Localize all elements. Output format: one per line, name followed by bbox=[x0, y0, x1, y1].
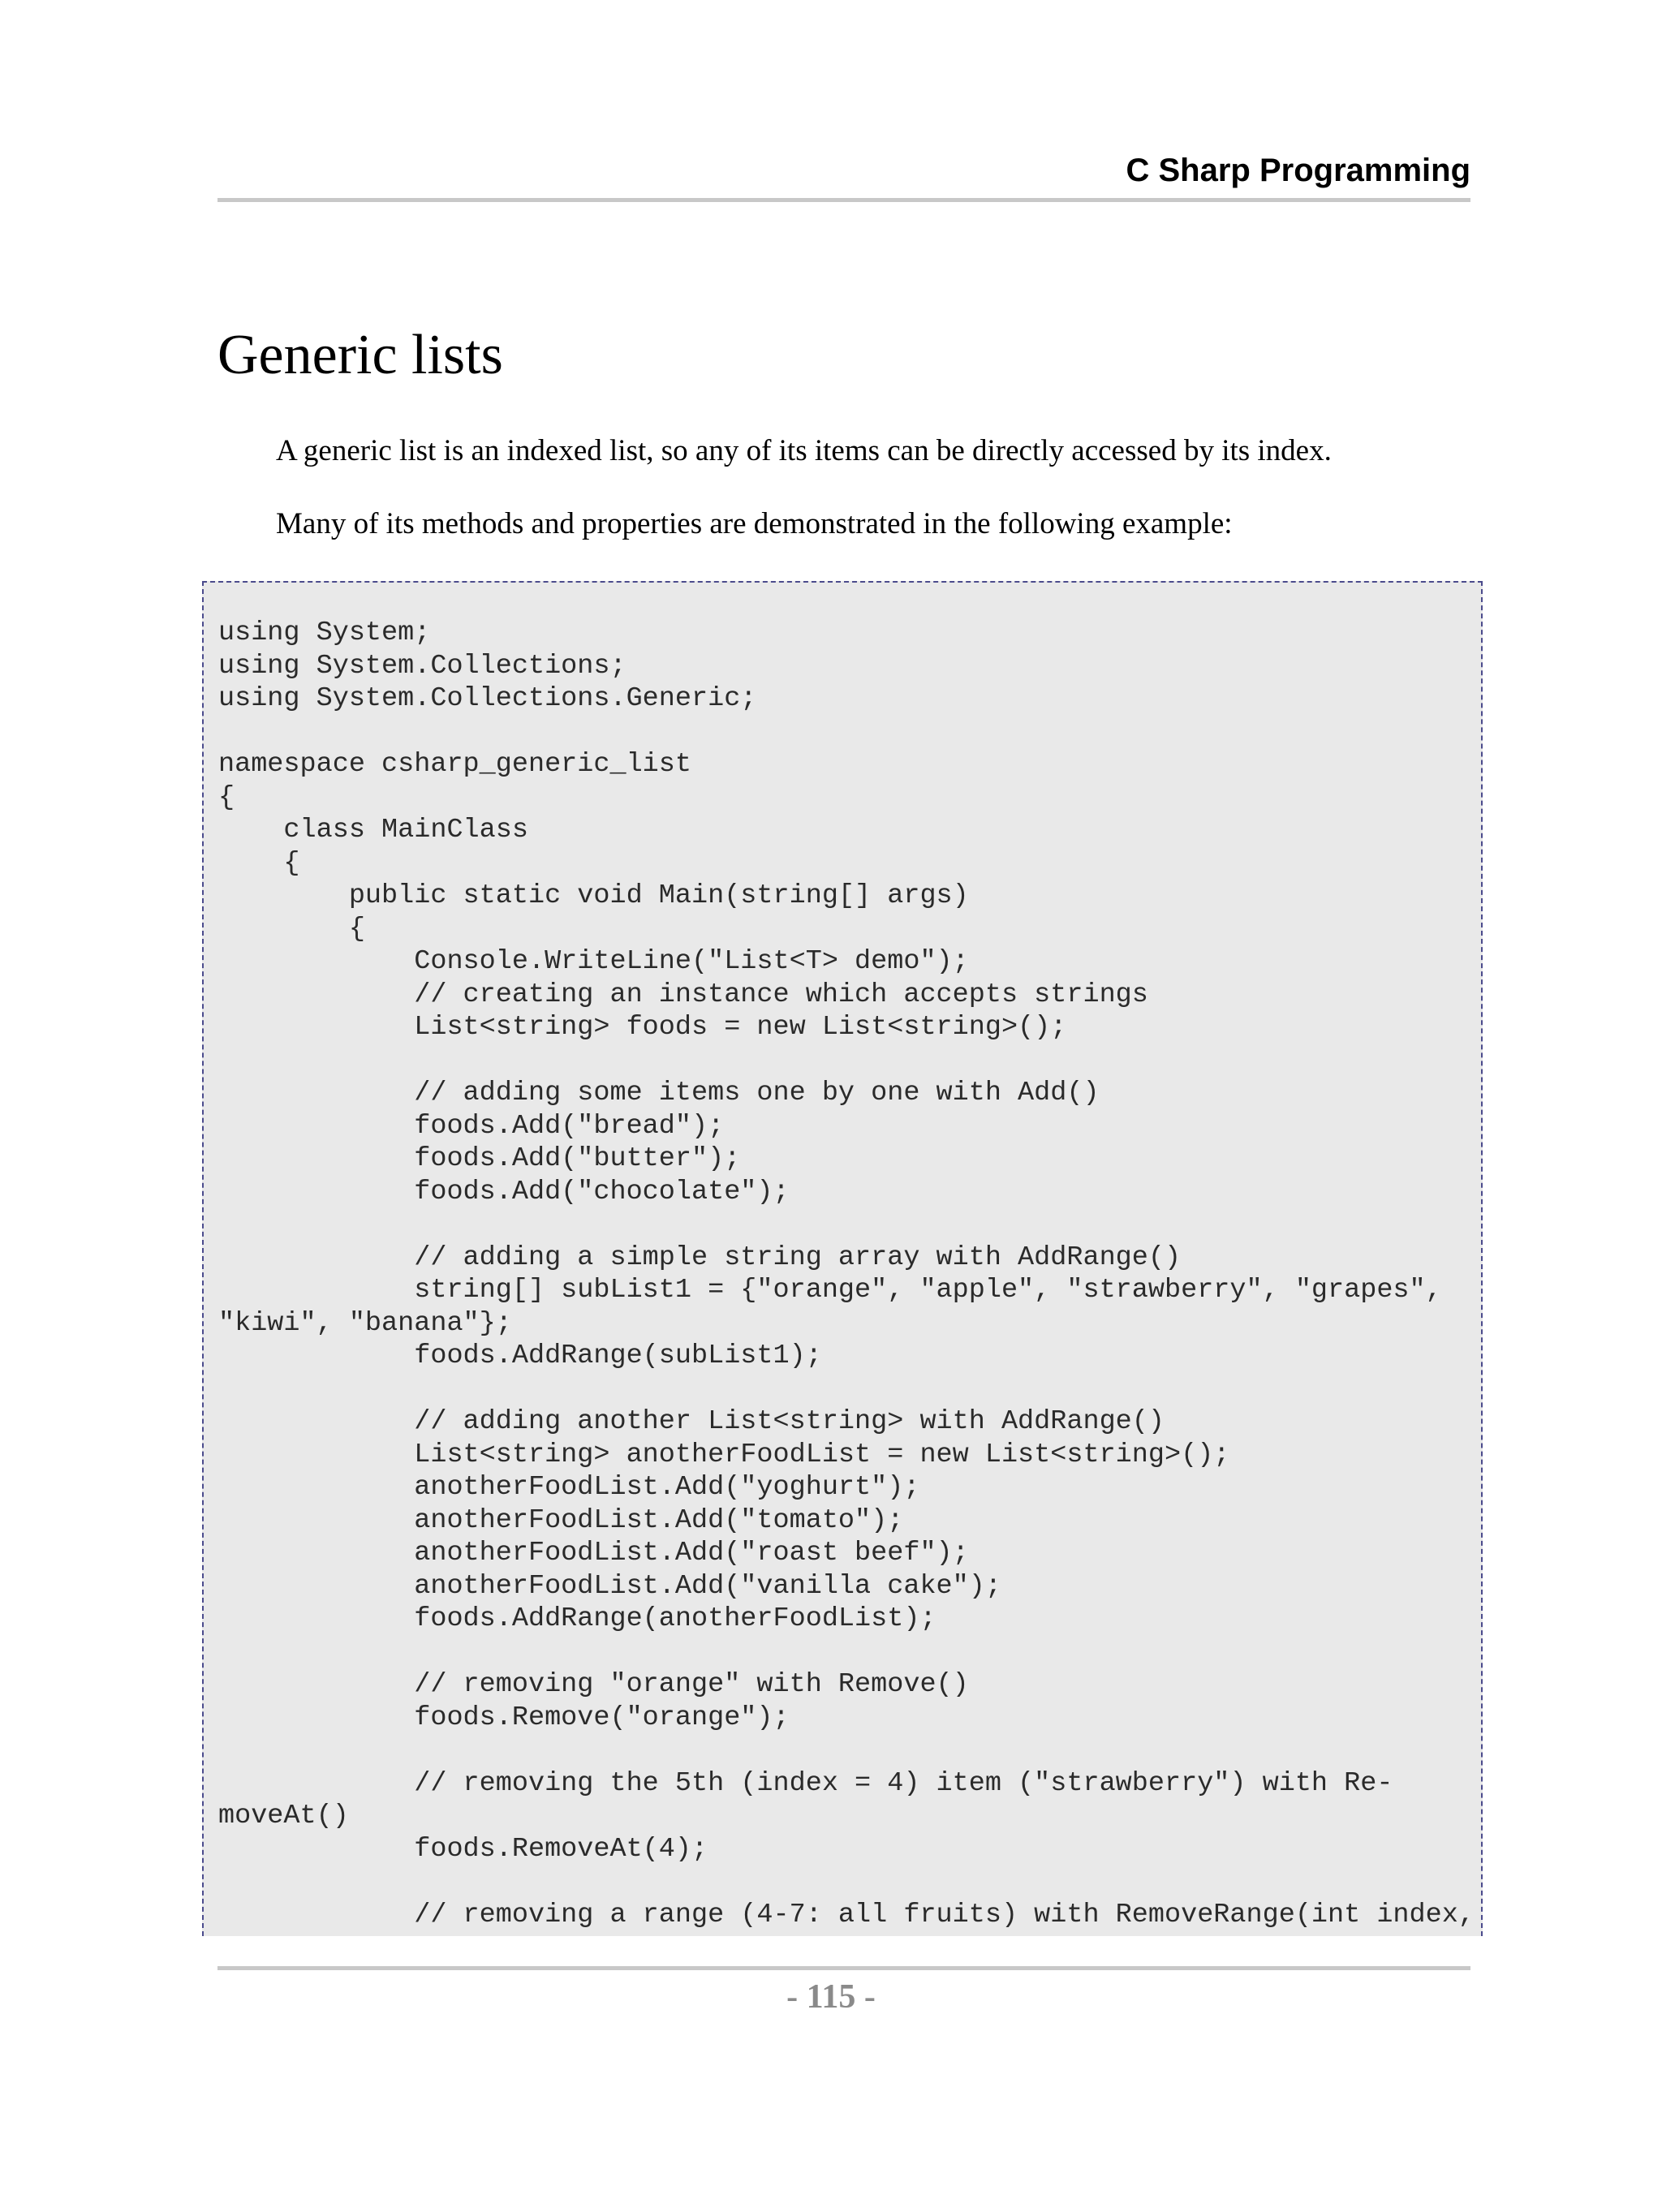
example-intro-paragraph: Many of its methods and properties are demonstrated in the following example: bbox=[276, 507, 1233, 540]
code-listing bbox=[202, 581, 1483, 1936]
code-line: // adding a simple string array with AddRange() bbox=[218, 1242, 1182, 1273]
code-line: // adding another List<string> with AddRange() bbox=[218, 1406, 1165, 1437]
code-line: { bbox=[218, 913, 365, 945]
page-number: - 115 - bbox=[786, 1978, 876, 2016]
code-line: { bbox=[218, 781, 235, 813]
code-line: anotherFoodList.Add("roast beef"); bbox=[218, 1538, 969, 1569]
code-line: namespace csharp_generic_list bbox=[218, 749, 691, 780]
code-line: // removing a range (4-7: all fruits) with RemoveRange(int index, bbox=[218, 1899, 1475, 1930]
code-line: foods.AddRange(subList1); bbox=[218, 1341, 822, 1371]
code-line: anotherFoodList.Add("tomato"); bbox=[218, 1504, 904, 1536]
code-line: List<string> anotherFoodList = new List<string>(); bbox=[218, 1439, 1230, 1470]
section-heading: Generic lists bbox=[217, 324, 503, 386]
code-line: anotherFoodList.Add("yoghurt"); bbox=[218, 1472, 920, 1503]
code-line: string[] subList1 = {"orange", "apple", "strawberry", "grapes", bbox=[218, 1275, 1442, 1306]
code-line: foods.Remove("orange"); bbox=[218, 1702, 790, 1733]
code-line: using System.Collections.Generic; bbox=[218, 683, 757, 714]
code-line: foods.Add("bread"); bbox=[218, 1110, 725, 1142]
code-line: "kiwi", "banana"}; bbox=[218, 1307, 512, 1339]
code-line: foods.AddRange(anotherFoodList); bbox=[218, 1603, 936, 1634]
code-line: foods.Add("butter"); bbox=[218, 1143, 741, 1174]
code-line: List<string> foods = new List<string>(); bbox=[218, 1012, 1067, 1043]
running-header bbox=[217, 149, 1470, 202]
code-line: // adding some items one by one with Add() bbox=[218, 1078, 1100, 1108]
intro-paragraph: A generic list is an indexed list, so any of its items can be directly accessed by its index. bbox=[276, 434, 1332, 467]
code-line: // creating an instance which accepts strings bbox=[218, 979, 1148, 1010]
code-line: public static void Main(string[] args) bbox=[218, 880, 969, 911]
code-block bbox=[204, 583, 1481, 1931]
code-line: foods.RemoveAt(4); bbox=[218, 1833, 708, 1865]
code-line: // removing "orange" with Remove() bbox=[218, 1669, 969, 1700]
code-line: Console.WriteLine("List<T> demo"); bbox=[218, 946, 969, 977]
code-line: using System; bbox=[218, 618, 431, 648]
book-title: C Sharp Programming bbox=[1126, 153, 1470, 188]
code-line: anotherFoodList.Add("vanilla cake"); bbox=[218, 1570, 1001, 1602]
footer-divider bbox=[217, 1966, 1470, 1970]
code-line: { bbox=[218, 847, 300, 879]
code-line: // removing the 5th (index = 4) item ("strawberry") with Re- bbox=[218, 1767, 1393, 1799]
code-line: foods.Add("chocolate"); bbox=[218, 1176, 790, 1207]
code-line: using System.Collections; bbox=[218, 650, 626, 682]
code-line: moveAt() bbox=[218, 1801, 349, 1831]
code-line: class MainClass bbox=[218, 815, 528, 846]
